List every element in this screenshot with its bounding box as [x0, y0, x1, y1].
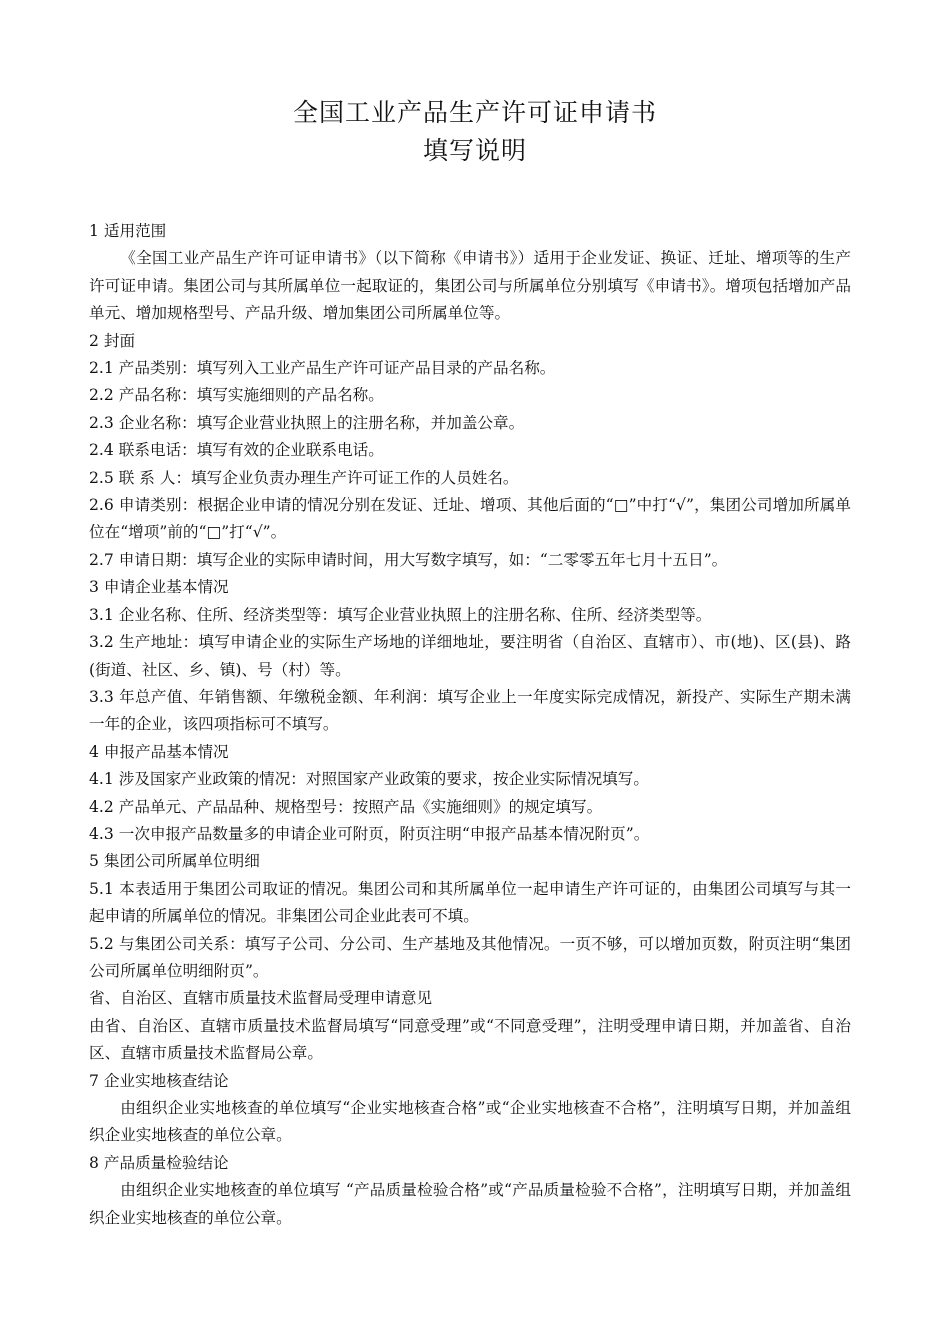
paragraph-line: 2.3 企业名称：填写企业营业执照上的注册名称，并加盖公章。 — [89, 413, 525, 432]
paragraph-line: 由组织企业实地核查的单位填写 “产品质量检验合格”或“产品质量检验不合格”，注明填写日期，并加盖组织企业实地核查的单位公章。 — [89, 1181, 851, 1227]
paragraph-line: 由组织企业实地核查的单位填写“企业实地核查合格”或“企业实地核查不合格”，注明填写日期，并加盖组织企业实地核查的单位公章。 — [89, 1099, 851, 1145]
paragraph-line: 2 封面 — [89, 331, 136, 350]
paragraph-line: 2.6 申请类别：根据企业申请的情况分别在发证、迁址、增项、其他后面的“□”中打“√”，集团公司增加所属单位在“增项”前的“□”打“√”。 — [89, 496, 851, 542]
paragraph-line: 4.3 一次申报产品数量多的申请企业可附页，附页注明“申报产品基本情况附页”。 — [89, 824, 650, 843]
paragraph-line: 3.1 企业名称、住所、经济类型等：填写企业营业执照上的注册名称、住所、经济类型等。 — [89, 605, 712, 624]
paragraph-line: 2.5 联 系 人：填写企业负责办理生产许可证工作的人员姓名。 — [89, 468, 519, 487]
paragraph-line: 2.1 产品类别：填写列入工业产品生产许可证产品目录的产品名称。 — [89, 359, 556, 378]
paragraph-line: 1 适用范围 — [89, 222, 167, 240]
paragraph-line: 3.3 年总产值、年销售额、年缴税金额、年利润：填写企业上一年度实际完成情况，新投产、实际生产期未满一年的企业，该四项指标可不填写。 — [89, 687, 851, 734]
paragraph-line: 由省、自治区、直辖市质量技术监督局填写“同意受理”或“不同意受理”，注明受理申请日期，并加盖省、自治区、直辖市质量技术监督局公章。 — [89, 1016, 851, 1063]
paragraph-line: 5.2 与集团公司关系：填写子公司、分公司、生产基地及其他情况。一页不够，可以增加页数，附页注明“集团公司所属单位明细附页”。 — [89, 934, 851, 980]
paragraph-line: 4.2 产品单元、产品品种、规格型号：按照产品《实施细则》的规定填写。 — [89, 797, 603, 816]
paragraph-line: 2.4 联系电话：填写有效的企业联系电话。 — [89, 441, 384, 460]
paragraph-line: 3 申请企业基本情况 — [89, 578, 229, 597]
paragraph-line: 3.2 生产地址：填写申请企业的实际生产场地的详细地址，要注明省（自治区、直辖市）、市(地)、区(县)、路(街道、社区、乡、镇)、号（村）等。 — [89, 633, 851, 679]
document-body — [89, 218, 851, 1232]
paragraph-line: 2.2 产品名称：填写实施细则的产品名称。 — [89, 386, 384, 405]
paragraph-line: 4.1 涉及国家产业政策的情况：对照国家产业政策的要求，按企业实际情况填写。 — [89, 770, 649, 789]
paragraph-line: 5.1 本表适用于集团公司取证的情况。集团公司和其所属单位一起申请生产许可证的，由集团公司填写与其一起申请的所属单位的情况。非集团公司企业此表可不填。 — [89, 879, 851, 926]
document-title: 全国工业产品生产许可证申请书 — [292, 98, 657, 127]
paragraph-line: 5 集团公司所属单位明细 — [89, 852, 260, 871]
paragraph-line: 7 企业实地核查结论 — [89, 1071, 229, 1090]
paragraph-line: 2.7 申请日期：填写企业的实际申请时间，用大写数字填写，如：“二零零五年七月十五日”。 — [89, 550, 728, 569]
paragraph-line: 4 申报产品基本情况 — [89, 742, 229, 761]
paragraph-line: 省、自治区、直辖市质量技术监督局受理申请意见 — [89, 989, 433, 1008]
paragraph-line: 《全国工业产品生产许可证申请书》（以下简称《申请书》）适用于企业发证、换证、迁址、增项等的生产许可证申请。集团公司与其所属单位一起取证的，集团公司与所属单位分别填写《申请书》。增项包括增加产品单元、增加规格型号、产品升级、增加集团公司所属单位等。 — [89, 249, 851, 323]
paragraph-line: 8 产品质量检验结论 — [89, 1153, 229, 1172]
document-subtitle: 填写说明 — [422, 136, 527, 165]
